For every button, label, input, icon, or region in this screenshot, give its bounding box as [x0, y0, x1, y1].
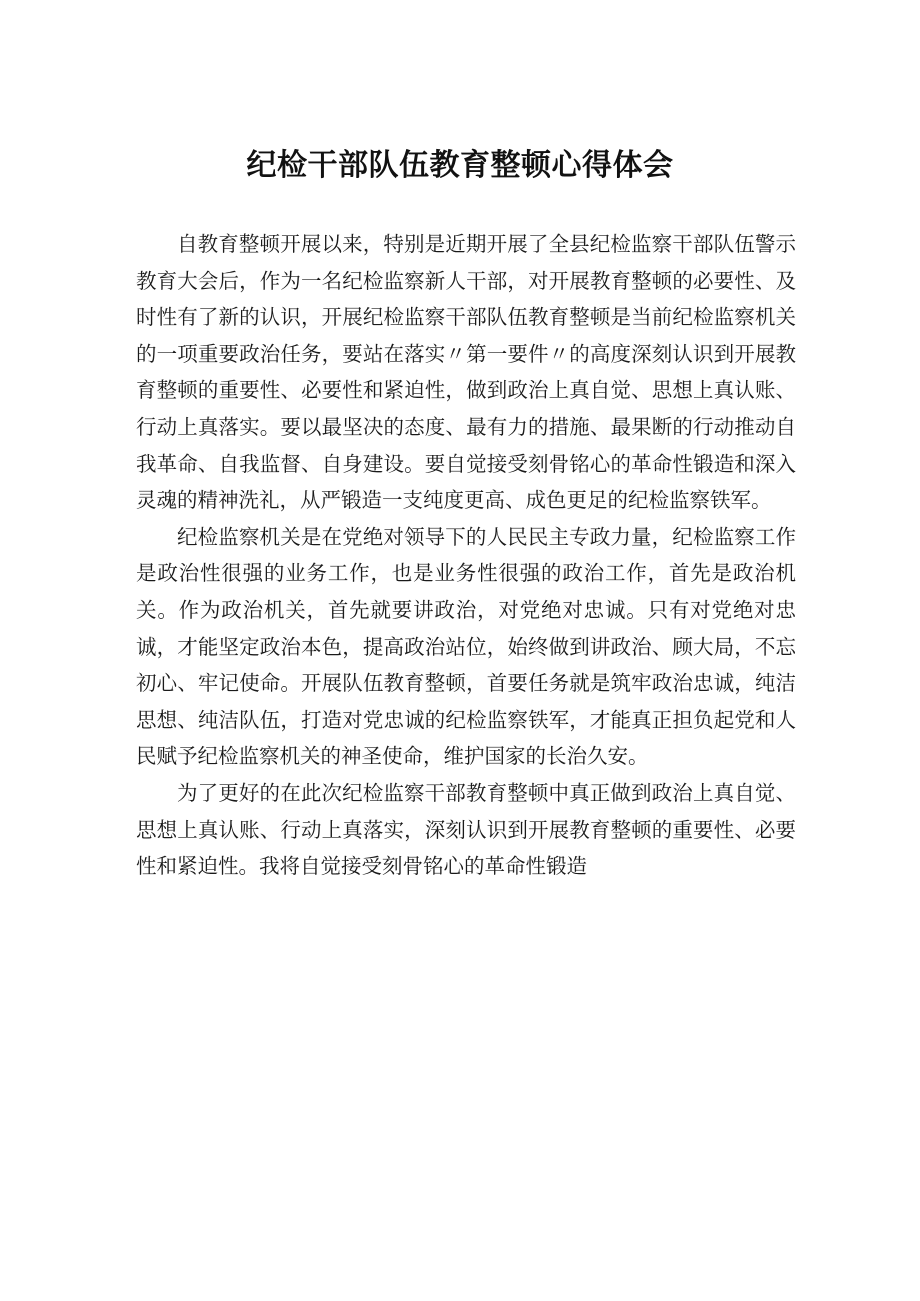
paragraph-3: 为了更好的在此次纪检监察干部教育整顿中真正做到政治上真自觉、思想上真认账、行动上真落实，深刻认识到开展教育整顿的重要性、必要性和紧迫性。我将自觉接受刻骨铭心的革命性锻造: [136, 780, 796, 879]
document-title: 纪检干部队伍教育整顿心得体会: [246, 148, 674, 183]
document-body: [136, 226, 796, 885]
paragraph-2: 纪检监察机关是在党绝对领导下的人民民主专政力量，纪检监察工作是政治性很强的业务工作，也是业务性很强的政治工作，首先是政治机关。作为政治机关，首先就要讲政治，对党绝对忠诚。只有对党绝对忠诚，才能坚定政治本色，提高政治站位，始终做到讲政治、顾大局，不忘初心、牢记使命。开展队伍教育整顿，首要任务就是筑牢政治忠诚，纯洁思想、纯洁队伍，打造对党忠诚的纪检监察铁军，才能真正担负起党和人民赋予纪检监察机关的神圣使命，维护国家的长治久安。: [136, 524, 796, 769]
paragraph-1: 自教育整顿开展以来，特别是近期开展了全县纪检监察干部队伍警示教育大会后，作为一名纪检监察新人干部，对开展教育整顿的必要性、及时性有了新的认识，开展纪检监察干部队伍教育整顿是当前纪检监察机关的一项重要政治任务，要站在落实〃第一要件〃的高度深刻认识到开展教育整顿的重要性、必要性和紧迫性，做到政治上真自觉、思想上真认账、行动上真落实。要以最坚决的态度、最有力的措施、最果断的行动推动自我革命、自我监督、自身建设。要自觉接受刻骨铭心的革命性锻造和深入灵魂的精神洗礼，从严锻造一支纯度更高、成色更足的纪检监察铁军。: [136, 232, 796, 513]
